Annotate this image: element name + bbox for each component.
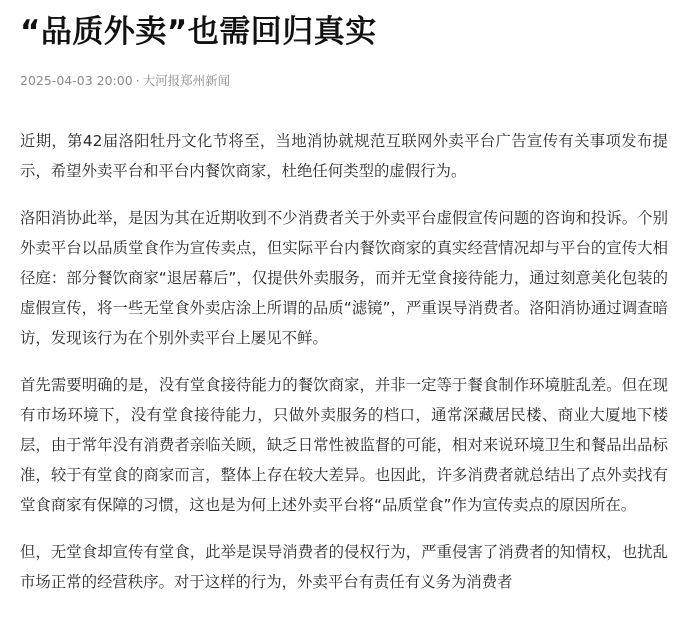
meta-separator: ·: [135, 73, 140, 88]
article: [20, 0, 668, 614]
paragraph: 首先需要明确的是，没有堂食接待能力的餐饮商家，并非一定等于餐食制作环境脏乱差。但在现有市场环境下，没有堂食接待能力，只做外卖服务的档口，通常深藏居民楼、商业大厦地下楼层，由于常年没有消费者亲临关顾，缺乏日常性被监督的可能，相对来说环境卫生和餐品出品标准，较于有堂食的商家而言，整体上存在较大差异。也因此，许多消费者就总结出了点外卖找有堂食商家有保障的习惯，这也是为何上述外卖平台将“品质堂食”作为宣传卖点的原因所在。: [20, 376, 668, 514]
paragraph: 但，无堂食却宣传有堂食，此举是误导消费者的侵权行为，严重侵害了消费者的知情权，也扰乱市场正常的经营秩序。对于这样的行为，外卖平台有责任有义务为消费者: [20, 543, 668, 591]
article-meta: [20, 72, 668, 90]
article-source: 大河报郑州新闻: [142, 73, 231, 88]
article-body: [20, 126, 668, 597]
paragraph: 洛阳消协此举，是因为其在近期收到不少消费者关于外卖平台虚假宣传问题的咨询和投诉。个别外卖平台以品质堂食作为宣传卖点，但实际平台内餐饮商家的真实经营情况却与平台的宣传大相径庭：部分餐饮商家“退居幕后”，仅提供外卖服务，而并无堂食接待能力，通过刻意美化包装的虚假宣传，将一些无堂食外卖店涂上所谓的品质“滤镜”，严重误导消费者。洛阳消协通过调查暗访，发现该行为在个别外卖平台上屡见不鲜。: [20, 209, 668, 347]
publish-datetime: 2025-04-03 20:00: [20, 73, 133, 88]
paragraph: 近期，第42届洛阳牡丹文化节将至，当地消协就规范互联网外卖平台广告宣传有关事项发布提示，希望外卖平台和平台内餐饮商家，杜绝任何类型的虚假行为。: [20, 132, 668, 180]
article-title: “品质外卖”也需回归真实: [20, 14, 377, 50]
